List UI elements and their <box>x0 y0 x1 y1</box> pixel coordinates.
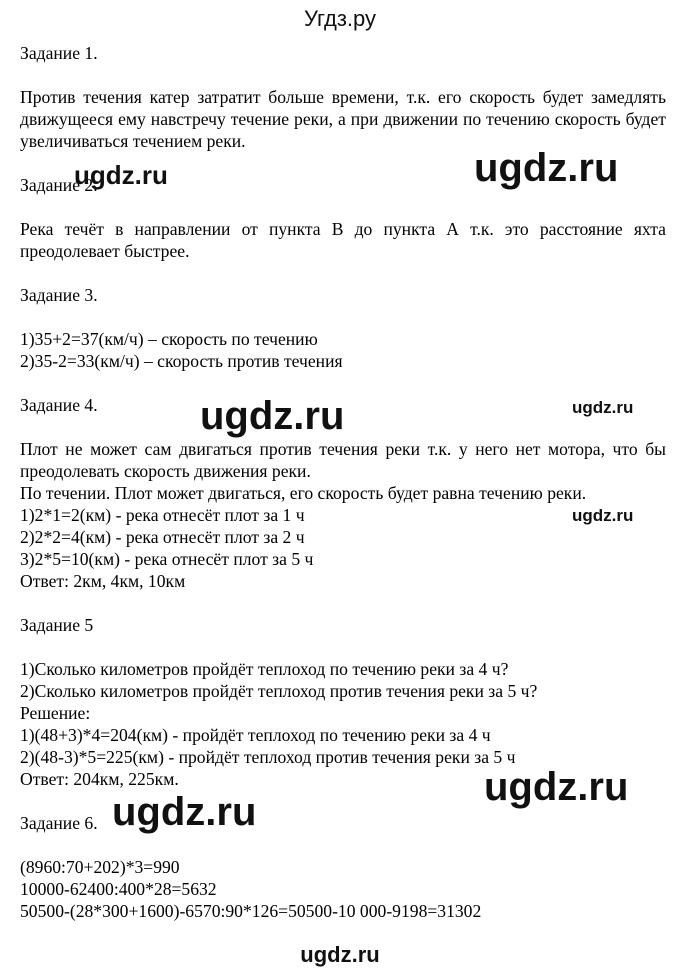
watermark: ugdz.ru <box>200 394 345 438</box>
task-line: 1)Сколько километров пройдёт теплоход по течению реки за 4 ч? <box>20 659 509 679</box>
watermark: ugdz.ru <box>572 506 634 525</box>
task-line: 50500-(28*300+1600)-6570:90*126=50500-10 000-9198=31302 <box>20 901 482 921</box>
task-line: 10000-62400:400*28=5632 <box>20 879 217 899</box>
task-line: 1)(48+3)*4=204(км) - пройдёт теплоход по течению реки за 4 ч <box>20 725 491 745</box>
site-header: Угдз.ру <box>303 6 377 31</box>
task-line: 3)2*5=10(км) - река отнесёт плот за 5 ч <box>20 549 314 569</box>
task-line: 1)2*1=2(км) - река отнесёт плот за 1 ч <box>20 505 305 525</box>
task-title: Задание 6. <box>20 813 98 833</box>
task-answer: Ответ: 204км, 225км. <box>20 769 179 789</box>
task-3 <box>20 284 666 372</box>
task-text: Против течения катер затратит больше времени, т.к. его скорость будет замедлять движущееся ему навстречу течение реки, а при движении по течению скорость будет увеличиваться течением реки. <box>20 87 666 151</box>
task-answer: Ответ: 2км, 4км, 10км <box>20 571 186 591</box>
task-title: Задание 3. <box>20 285 98 305</box>
task-text: Река течёт в направлении от пункта В до пункта А т.к. это расстояние яхта преодолевает быстрее. <box>20 219 666 261</box>
task-line: 2)Сколько километров пройдёт теплоход против течения реки за 5 ч? <box>20 681 538 701</box>
task-line: 1)35+2=37(км/ч) – скорость по течению <box>20 329 318 349</box>
task-line: (8960:70+202)*3=990 <box>20 857 180 877</box>
task-line: 2)(48-3)*5=225(км) - пройдёт теплоход против течения реки за 5 ч <box>20 747 516 767</box>
task-title: Задание 4. <box>20 395 98 415</box>
task-text: Плот не может сам двигаться против течения реки т.к. у него нет мотора, что бы преодолевать скорость движения реки. <box>20 439 666 481</box>
task-line: 2)35-2=33(км/ч) – скорость против течения <box>20 351 343 371</box>
watermark: ugdz.ru <box>112 790 257 834</box>
watermark: ugdz.ru <box>484 765 629 809</box>
task-title: Задание 5 <box>20 615 94 635</box>
task-line: 2)2*2=4(км) - река отнесёт плот за 2 ч <box>20 527 305 547</box>
watermark: ugdz.ru <box>474 146 619 190</box>
task-title: Задание 1. <box>20 43 98 63</box>
watermark: ugdz.ru <box>74 160 168 190</box>
task-5 <box>20 614 666 790</box>
watermark: ugdz.ru <box>572 398 634 417</box>
site-footer: ugdz.ru <box>300 942 380 967</box>
task-line: По течении. Плот может двигаться, его скорость будет равна течению реки. <box>20 483 587 503</box>
task-line: Решение: <box>20 703 91 723</box>
task-1 <box>20 42 666 152</box>
task-title: Задание 2. <box>20 175 98 195</box>
